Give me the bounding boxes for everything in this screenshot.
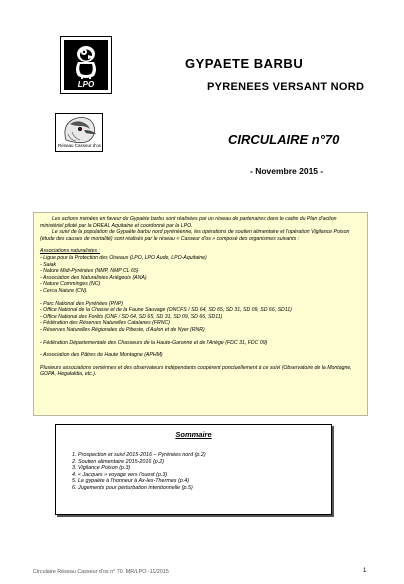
- lpo-logo: [60, 36, 112, 94]
- lpo-logo-text: LPO: [77, 80, 95, 89]
- assoc-item: - Association des Naturalistes Ariégeois (ANA): [40, 274, 147, 281]
- summary-item: 2. Soutien alimentaire 2015-2016 (p.2): [72, 458, 164, 465]
- org-item: - Office National des Forêts (ONF / SD 64, SD 65, SD 31, SD 09, SD 66, SD11): [40, 313, 223, 320]
- summary-item: 4. « Jacques » voyage vers l'ouest (p.3): [72, 471, 168, 478]
- org-item: - Parc National des Pyrénées (PNP): [40, 300, 124, 307]
- org-item: - Office National de la Chasse et de la Faune Sauvage (ONCFS / SD 64, SD 65, SD 31, SD 09, SD 66, SD11): [40, 307, 292, 314]
- intro-paragraph-2: Le suivi de la population de Gypaète barbu nord pyrénéenne, les opérations de soutien alimentaire et l'opération Vigilance Poison (étude des causes de mortalité) sont réalisés par le réseau « Casseur d'os » composé des organismes suivants :: [40, 229, 350, 242]
- hunters-federation-item: - Fédération Départementale des Chasseurs de la Haute-Garonne et de l'Ariège (FDC 31, FDC 09): [40, 339, 268, 346]
- summary-title: Sommaire: [175, 430, 212, 439]
- associations-heading: Associations naturalistes :: [40, 248, 100, 255]
- org-item: - Réserves Naturelles Régionales du Pibeste, d'Aulon et de Nyer (RNR): [40, 326, 205, 333]
- assoc-item: - Saiak: [40, 261, 57, 268]
- document-subtitle: PYRENEES VERSANT NORD: [207, 81, 365, 93]
- intro-paragraph-1: Les actions menées en faveur du Gypaète barbu sont réalisées par un réseau de partenaires dans le cadre du Plan d'action ministériel piloté par la DREAL Aquitaine et coordonné par la LPO.: [40, 216, 337, 229]
- summary-item: 5. Le gypaète à l'honneur à Ax-les-Thermes (p.4): [72, 478, 190, 485]
- summary-item: 6. Jugements pour perturbation intentionnelle (p.5): [72, 484, 193, 491]
- assoc-item: - Nature Midi-Pyrénées (NMP, NMP CL 65): [40, 268, 139, 275]
- summary-list: [72, 452, 206, 492]
- assoc-item: - Ligue pour la Protection des Oiseaux (LPO, LPO Aude, LPO-Aquitaine): [40, 254, 207, 261]
- summary-item: 1. Prospection et suivi 2015-2016 – Pyrénées nord (p.2): [72, 452, 206, 458]
- page-footer: Circulaire Réseau Casseur d'os n° 70. MR/LPO -11/2015: [33, 569, 169, 575]
- casseur-dos-caption: Réseau Casseur d'os: [58, 143, 101, 148]
- intro-box: [33, 212, 368, 416]
- circular-number: CIRCULAIRE n°70: [228, 132, 340, 147]
- shepherds-association-item: - Association des Pâtres de Haute Montagne (APHM): [40, 352, 163, 359]
- org-item: - Fédération des Réserves Naturelles Catalanes (FRNC): [40, 320, 171, 327]
- intro-closing: Plusieurs associations ovniénnes et des observateurs indépendants coopèrent ponctuellement à ce suivi (Observatoire de la Montagne, GOPA, Hegalaldia, etc.).: [40, 364, 352, 378]
- page-number: 1: [363, 568, 367, 574]
- document-title: GYPAETE BARBU: [185, 56, 304, 71]
- summary-item: 3. Vigilance Poison (p.3): [72, 465, 131, 472]
- casseur-dos-logo: [55, 113, 103, 152]
- summary-box: [55, 424, 332, 515]
- issue-date: - Novembre 2015 -: [250, 166, 324, 176]
- assoc-item: - Cerca Nature (CN).: [40, 287, 88, 294]
- assoc-item: - Nature Comminges (NC): [40, 281, 101, 288]
